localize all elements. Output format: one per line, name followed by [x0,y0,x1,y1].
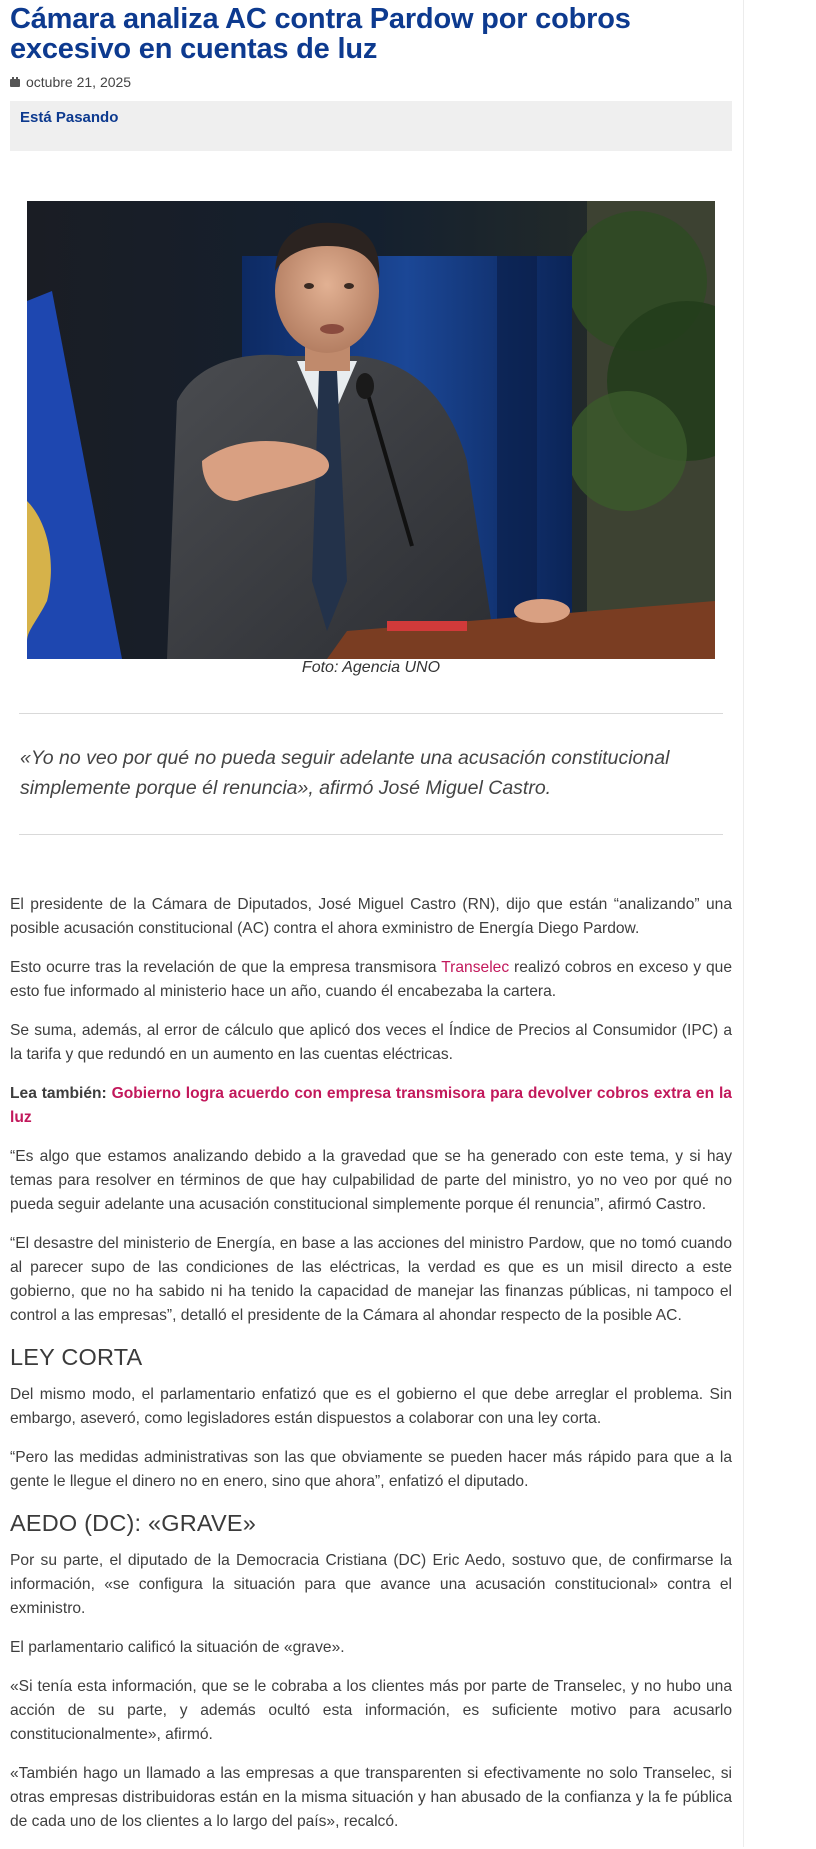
section-heading: LEY CORTA [10,1344,143,1370]
photo-illustration [27,201,715,659]
paragraph [10,956,732,1004]
related-article [10,1082,732,1130]
transelec-link[interactable]: Transelec [441,959,510,976]
related-article-link[interactable]: Gobierno logra acuerdo con empresa transmisora para devolver cobros extra en la luz [10,1085,732,1126]
article-meta [10,73,732,91]
news-ticker [10,101,732,151]
paragraph: «También hago un llamado a las empresas a que transparenten si efectivamente no solo Transelec, si otras empresas distribuidoras están en la misma situación y han abusado de la confianza y la fe pública de cada uno de los clientes a lo largo del país», recalcó. [10,1765,732,1830]
quote-divider-bottom [19,834,723,835]
related-label: Lea también: [10,1085,107,1102]
paragraph: “Es algo que estamos analizando debido a la gravedad que se ha generado con este tema, y si hay temas para resolver en términos de que hay culpabilidad de parte del ministro, yo no veo por qué no pueda seguir adelante una acusación constitucional simplemente porque él renuncia”, afirmó Castro. [10,1148,732,1213]
article-photo [27,201,715,659]
article-body [10,893,732,1849]
paragraph-text: Esto ocurre tras la revelación de que la empresa transmisora [10,959,442,976]
paragraph: “Pero las medidas administrativas son las que obviamente se pueden hacer más rápido para que a la gente le llegue el dinero no en enero, sino que ahora”, enfatizó el diputado. [10,1449,732,1490]
quote-divider-top [19,713,723,714]
calendar-icon [10,77,20,87]
paragraph: Por su parte, el diputado de la Democracia Cristiana (DC) Eric Aedo, sostuvo que, de confirmarse la información, «se configura la situación para que avance una acusación constitucional» contra el exministro. [10,1552,732,1617]
article-date: octubre 21, 2025 [26,74,132,90]
paragraph-text: realizó cobros en exceso y que esto fue informado al ministerio hace un año, cuando él encabezaba la cartera. [10,959,732,1000]
section-heading: AEDO (DC): «GRAVE» [10,1510,257,1536]
page-right-border [743,0,744,1847]
paragraph: El presidente de la Cámara de Diputados, José Miguel Castro (RN), dijo que están “analizando” una posible acusación constitucional (AC) contra el ahora exministro de Energía Diego Pardow. [10,896,732,937]
ticker-label: Está Pasando [20,109,119,126]
article-title: Cámara analiza AC contra Pardow por cobros excesivo en cuentas de luz [10,3,631,65]
photo-caption: Foto: Agencia UNO [301,659,441,676]
paragraph: «Si tenía esta información, que se le cobraba a los clientes más por parte de Transelec, y no hubo una acción de su parte, y además ocultó esta información, es suficiente motivo para acusarlo constitucionalmente», afirmó. [10,1678,732,1743]
pull-quote: «Yo no veo por qué no pueda seguir adelante una acusación constitucional simplemente porque él renuncia», afirmó José Miguel Castro. [20,747,670,799]
paragraph: Se suma, además, al error de cálculo que aplicó dos veces el Índice de Precios al Consumidor (IPC) a la tarifa y que redundó en un aumento en las cuentas eléctricas. [10,1022,732,1063]
paragraph: Del mismo modo, el parlamentario enfatizó que es el gobierno el que debe arreglar el problema. Sin embargo, aseveró, como legisladores están dispuestos a colaborar con una ley corta. [10,1386,732,1427]
article-container [10,0,732,1830]
paragraph: “El desastre del ministerio de Energía, en base a las acciones del ministro Pardow, que no tomó cuando al parecer supo de las condiciones de las eléctricas, la verdad es que es un misil directo a este gobierno, que no ha sabido ni ha tenido la capacidad de manejar las finanzas públicas, ni tampoco el control a las empresas”, detalló el presidente de la Cámara al ahondar respecto de la posible AC. [10,1235,732,1324]
paragraph: El parlamentario calificó la situación de «grave». [10,1639,345,1656]
